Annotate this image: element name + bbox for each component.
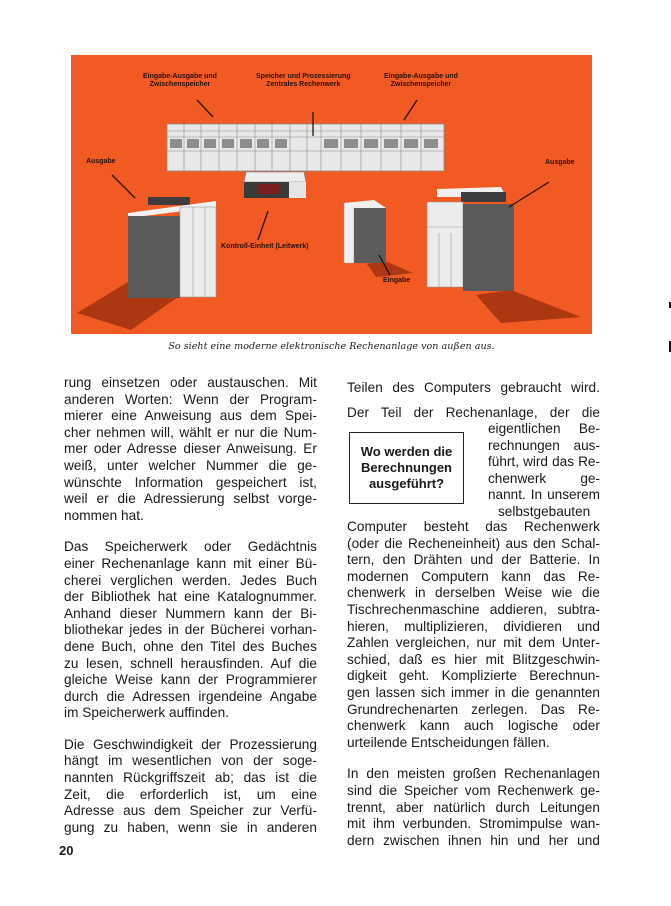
- text-line: cherei verglichen werden. Jedes Buch: [64, 572, 317, 588]
- text-line: der Bibliothek hat eine Katalognummer.: [64, 589, 317, 605]
- label-io-left: [143, 73, 217, 89]
- text-line: tern, den Drähten und der Batterie. In: [347, 552, 600, 568]
- text-line: einer Rechenanlage kann mit einer Bü-: [64, 555, 317, 571]
- text-line: hieren, multiplizieren, dividieren und: [347, 618, 600, 634]
- text-line: Zeit, die erforderlich ist, um eine: [64, 786, 317, 802]
- text-line: (oder die Recheneinheit) aus den Schal-: [347, 535, 600, 551]
- text-line: Anhand dieser Nummern kann der Bi-: [64, 605, 317, 621]
- text-line: trennt, aber natürlich durch Leitungen: [347, 799, 600, 815]
- text-line: schied, daß es hier mit Blitzgeschwin-: [347, 651, 600, 667]
- sidebar-question-box: [349, 432, 464, 504]
- text-line: nommen hat.: [64, 507, 144, 523]
- text-line: In den meisten großen Rechenanlagen: [347, 766, 600, 782]
- text-line: gen lassen sich immer in die genannten: [347, 684, 600, 700]
- text-line: weil er die Adressierung selbst vorge-: [64, 491, 317, 507]
- text-line: chenwerk ge-: [488, 470, 600, 486]
- text-line: gleiche Weise kann der Programmierer: [64, 672, 317, 688]
- text-line: sind die Speicher vom Rechenwerk ge-: [347, 782, 600, 798]
- label-center: [256, 73, 351, 89]
- text-line: selbstgebauten: [498, 503, 591, 519]
- text-line: Adresse aus dem Speicher zur Verfü-: [64, 803, 317, 819]
- label-output-left: Ausgabe: [86, 158, 116, 165]
- text-line: Tischrechenmaschine addieren, subtra-: [347, 601, 600, 617]
- text-line: dene Buch, ohne den Titel des Buches: [64, 638, 317, 654]
- computer-installation-drawing: [71, 55, 592, 334]
- text-line: Das Speicherwerk oder Gedächtnis: [64, 539, 317, 555]
- text-line: eigentlichen Be-: [488, 421, 600, 436]
- paragraph: [347, 766, 600, 849]
- label-io-right: [384, 73, 458, 89]
- label-line: Speicher und Prozessierung: [256, 73, 351, 80]
- text-line: Zahlen vergleichen, nur mit dem Unter-: [347, 635, 600, 651]
- text-line: modernen Computern kann das Re-: [347, 568, 600, 584]
- paragraph: [347, 519, 600, 751]
- text-line: digkeit geht. Komplizierte Berechnun-: [347, 668, 600, 684]
- text-line: mit ihm verbunden. Stromimpulse wan-: [347, 816, 600, 832]
- label-line: Eingabe-Ausgabe und: [384, 73, 458, 80]
- label-line: Zwischenspeicher: [390, 81, 452, 88]
- text-line: urteilende Entscheidungen fällen.: [347, 734, 550, 750]
- paragraph: [64, 375, 317, 524]
- text-line: durch die Adressen irgendeine Angabe: [64, 688, 317, 704]
- box-line: Wo werden die: [360, 444, 453, 459]
- box-line: Berechnungen: [360, 460, 452, 475]
- text-line: anderen Worten: Wenn der Program-: [64, 391, 317, 407]
- page-number: 20: [59, 843, 74, 858]
- text-line: weiß, unter welcher Nummer die ge-: [64, 457, 317, 473]
- text-line: hängt im wesentlichen von der soge-: [64, 753, 317, 769]
- wrapped-text: [488, 421, 600, 521]
- left-column: [64, 375, 317, 851]
- text-line: dern zwischen ihnen hin und her und: [347, 832, 600, 848]
- label-line: Zwischenspeicher: [149, 81, 211, 88]
- computer-illustration: [71, 55, 592, 334]
- text-line: Die Geschwindigkeit der Prozessierung: [64, 736, 317, 752]
- label-output-right: Ausgabe: [545, 159, 575, 166]
- label-control-unit: Kontroll-Einheit (Leitwerk): [221, 243, 309, 250]
- text-line: zu lesen, schnell herausfinden. Auf die: [64, 655, 317, 671]
- paragraph: [64, 737, 317, 837]
- text-line: mer oder Adresse dieser Anweisung. Er: [64, 441, 317, 457]
- figure-caption: So sieht eine moderne elektronische Rechenanlage von außen aus.: [168, 341, 495, 352]
- label-line: Eingabe-Ausgabe und: [143, 73, 217, 80]
- label-input: Eingabe: [383, 277, 411, 284]
- text-line: rechnungen aus-: [488, 437, 600, 453]
- text-line: cher nehmen will, wählt er nur die Num-: [64, 424, 317, 440]
- text-line: Computer besteht das Rechenwerk: [347, 519, 600, 534]
- text-line: Grundrechenarten zerlegen. Das Re-: [347, 701, 600, 717]
- box-line: ausgeführt?: [368, 476, 445, 491]
- text-line: im Speicherwerk auffinden.: [64, 705, 230, 721]
- text-line: bliothekar jedes in der Bücherei vorhan-: [64, 622, 317, 638]
- label-line: Zentrales Rechenwerk: [266, 81, 341, 88]
- paragraph: [64, 539, 317, 722]
- right-column-body: [347, 519, 600, 864]
- text-line: mierer eine Anweisung aus dem Spei-: [64, 408, 317, 424]
- text-line: Der Teil der Rechenanlage, der die: [347, 404, 600, 420]
- text-line: chenwerk in derselben Weise wie die: [347, 585, 600, 601]
- text-line: Teilen des Computers gebraucht wird.: [347, 380, 600, 395]
- text-line: chenwerk kann auch logische oder: [347, 718, 600, 734]
- text-line: wünschte Information gespeichert ist,: [64, 474, 317, 490]
- text-line: führt, wird das Re-: [488, 454, 600, 470]
- text-line: nannt. In unserem: [488, 487, 600, 503]
- text-line: nannten Rückgriffszeit ab; das ist die: [64, 770, 317, 786]
- right-column-top: [347, 380, 600, 421]
- text-line: rung einsetzen oder austauschen. Mit: [64, 375, 317, 390]
- text-line: gung zu haben, wenn sie in anderen: [64, 819, 317, 835]
